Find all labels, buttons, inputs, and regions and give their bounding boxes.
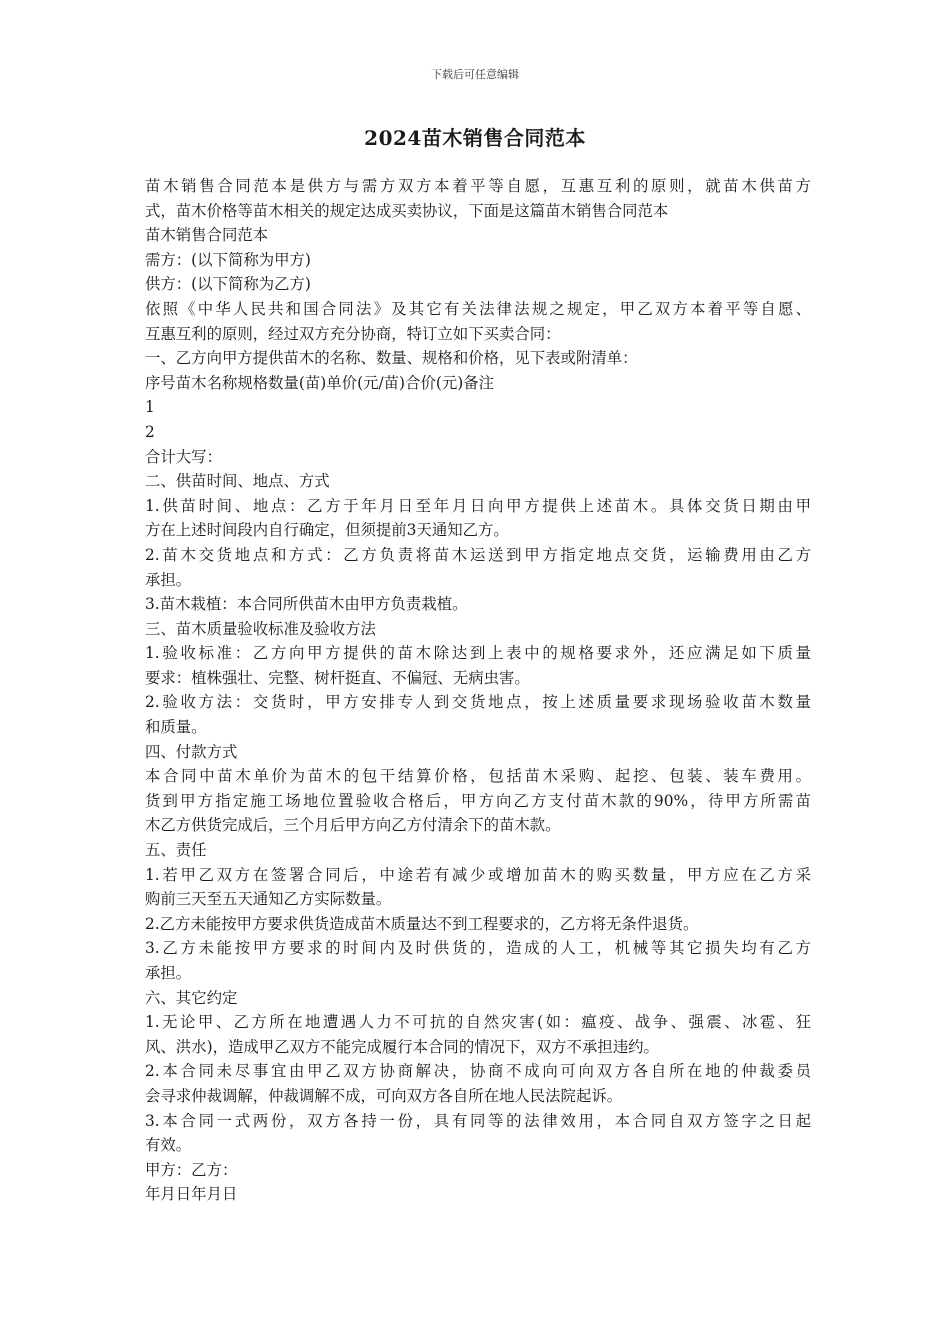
document-line: 货到甲方指定施工场地位置验收合格后，甲方向乙方支付苗木款的90%，待甲方所需苗 [145, 791, 811, 810]
document-line: 互惠互利的原则，经过双方充分协商，特订立如下买卖合同： [145, 324, 561, 343]
document-line: 苗木销售合同范本 [145, 226, 269, 245]
document-line: 供方：(以下简称为乙方) [145, 275, 311, 294]
document-line: 购前三天至五天通知乙方实际数量。 [145, 890, 392, 909]
document-line: 2.乙方未能按甲方要求供货造成苗木质量达不到工程要求的，乙方将无条件退货。 [145, 914, 699, 933]
document-line: 要求：植株强壮、完整、树杆挺直、不偏冠、无病虫害。 [145, 668, 530, 687]
document-line: 3.本合同一式两份，双方各持一份，具有同等的法律效用，本合同自双方签字之日起 [145, 1111, 811, 1130]
document-body [145, 174, 811, 1207]
document-line: 依照《中华人民共和国合同法》及其它有关法律法规之规定，甲乙双方本着平等自愿、 [145, 299, 811, 318]
document-line: 二、供苗时间、地点、方式 [145, 472, 330, 491]
document-line: 方在上述时间段内自行确定，但须提前3天通知乙方。 [145, 521, 509, 540]
document-line: 序号苗木名称规格数量(苗)单价(元/苗)合价(元)备注 [145, 373, 495, 392]
document-line: 甲方：乙方： [145, 1160, 238, 1179]
document-line: 有效。 [145, 1136, 192, 1155]
document-line: 风、洪水)，造成甲乙双方不能完成履行本合同的情况下，双方不承担违约。 [145, 1037, 659, 1056]
document-line: 2.苗木交货地点和方式：乙方负责将苗木运送到甲方指定地点交货，运输费用由乙方 [145, 545, 811, 564]
document-line: 2.验收方法：交货时，甲方安排专人到交货地点，按上述质量要求现场验收苗木数量 [145, 693, 811, 712]
document-line: 3.乙方未能按甲方要求的时间内及时供货的，造成的人工，机械等其它损失均有乙方 [145, 939, 811, 958]
document-line: 2.本合同未尽事宜由甲乙双方协商解决，协商不成向可向双方各自所在地的仲裁委员 [145, 1062, 811, 1081]
document-line: 承担。 [145, 570, 192, 589]
document-title: 2024苗木销售合同范本 [364, 126, 586, 150]
document-line: 一、乙方向甲方提供苗木的名称、数量、规格和价格，见下表或附清单： [145, 349, 638, 368]
document-line: 式，苗木价格等苗木相关的规定达成买卖协议，下面是这篇苗木销售合同范本 [145, 201, 669, 220]
document-line: 2 [145, 422, 155, 441]
document-line: 1.验收标准：乙方向甲方提供的苗木除达到上表中的规格要求外，还应满足如下质量 [145, 644, 811, 663]
document-line: 苗木销售合同范本是供方与需方双方本着平等自愿，互惠互利的原则，就苗木供苗方 [145, 177, 811, 195]
document-line: 1.供苗时间、地点：乙方于年月日至年月日向甲方提供上述苗木。具体交货日期由甲 [145, 496, 811, 515]
document-line: 承担。 [145, 964, 192, 982]
document-line: 1 [145, 398, 155, 417]
document-line: 五、责任 [145, 841, 207, 860]
document-line: 六、其它约定 [145, 988, 238, 1007]
document-line: 合计大写： [145, 447, 222, 466]
document-line: 三、苗木质量验收标准及验收方法 [145, 619, 376, 638]
document-line: 3.苗木栽植：本合同所供苗木由甲方负责栽植。 [145, 595, 468, 614]
document-line: 1.无论甲、乙方所在地遭遇人力不可抗的自然灾害(如：瘟疫、战争、强震、冰雹、狂 [145, 1013, 811, 1032]
document-line: 会寻求仲裁调解，仲裁调解不成，可向双方各自所在地人民法院起诉。 [145, 1086, 623, 1105]
document-line: 需方：(以下简称为甲方) [145, 250, 311, 269]
document-line: 四、付款方式 [145, 742, 238, 761]
document-line: 年月日年月日 [145, 1185, 238, 1204]
page-header-note: 下载后可任意编辑 [431, 68, 519, 81]
document-line: 1.若甲乙双方在签署合同后，中途若有减少或增加苗木的购买数量，甲方应在乙方采 [145, 865, 811, 884]
document-line: 木乙方供货完成后，三个月后甲方向乙方付清余下的苗木款。 [145, 816, 561, 835]
document-line: 本合同中苗木单价为苗木的包干结算价格，包括苗木采购、起挖、包装、装车费用。 [145, 767, 811, 786]
document-line: 和质量。 [145, 718, 207, 737]
